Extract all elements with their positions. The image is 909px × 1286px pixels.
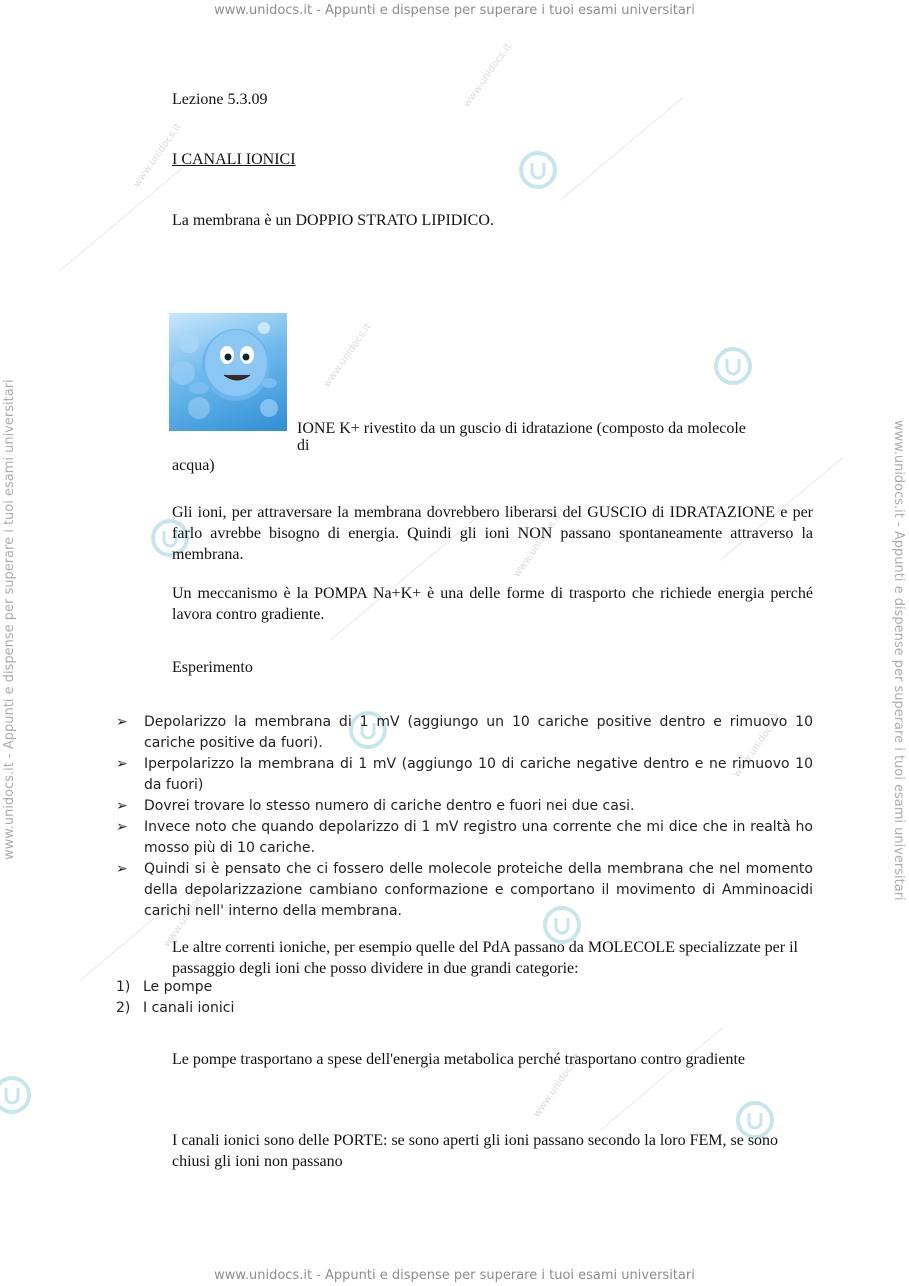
arrow-bullet-icon: ➢: [116, 714, 128, 730]
watermark-site: www.unidocs.it: [461, 41, 514, 110]
watermark-site: www.unidocs.it: [131, 121, 184, 190]
lesson-date: Lezione 5.3.09: [172, 91, 268, 108]
list-item-text: Dovrei trovare lo stesso numero di cariche dentro e fuori nei due casi.: [144, 798, 635, 814]
category-label: Le pompe: [143, 979, 213, 995]
watermark-site: www.unidocs.it: [511, 511, 564, 580]
paragraph-pump: Un meccanismo è la POMPA Na+K+ è una delle forme di trasporto che richiede energia perché lavora contro gradiente.: [172, 585, 813, 623]
category-item: [116, 998, 416, 1019]
list-item-text: Quindi si è pensato che ci fossero delle molecole proteiche della membrana che nel momento della depolarizzazione cambiano conformazione e comportano il movimento di Amminoacidi carichi nell' interno della membrana.: [144, 861, 813, 919]
watermark-side-left: www.unidocs.it - Appunti e dispense per superare i tuoi esami universitari: [2, 379, 17, 860]
paragraph-hydration: Gli ioni, per attraversare la membrana dovrebbero liberarsi del GUSCIO di IDRATAZIONE e per farlo avrebbe bisogno di energia. Quindi gli ioni NON passano spontaneamente attraverso la membrana.: [172, 504, 813, 563]
watermark-line: [600, 1027, 723, 1131]
list-item: [116, 754, 813, 796]
watermark-site: www.unidocs.it: [531, 1051, 584, 1120]
category-number: 1): [116, 979, 131, 995]
caption-line: di: [297, 437, 310, 454]
paragraph-currents: Le altre correnti ioniche, per esempio quelle del PdA passano da MOLECOLE specializzate per il passaggio degli ioni che posso dividere in due grandi categorie:: [172, 939, 798, 977]
watermark-site: www.unidocs.it: [161, 881, 214, 950]
experiment-title: Esperimento: [172, 659, 253, 676]
hydrated-ion-image-icon: [169, 313, 287, 431]
paragraph-pumps-energy: Le pompe trasportano a spese dell'energia metabolica perché trasportano contro gradiente: [172, 1051, 746, 1068]
ion-illustration: [169, 313, 287, 431]
unidocs-logo-icon: [518, 150, 558, 190]
category-number: 2): [116, 1000, 131, 1016]
intro-text: La membrana è un DOPPIO STRATO LIPIDICO.: [172, 212, 494, 229]
list-item: [116, 817, 813, 859]
watermark-line: [560, 97, 683, 201]
arrow-bullet-icon: ➢: [116, 819, 128, 835]
arrow-bullet-icon: ➢: [116, 861, 128, 877]
list-item-text: Depolarizzo la membrana di 1 mV (aggiungo un 10 cariche positive dentro e rimuovo 10 cariche positive da fuori).: [144, 714, 813, 751]
unidocs-logo-icon: [713, 346, 753, 386]
experiment-list: [116, 712, 813, 922]
list-item: [116, 712, 813, 754]
caption-line: IONE K+ rivestito da un guscio di idratazione (composto da molecole: [297, 420, 746, 437]
list-item-text: Iperpolarizzo la membrana di 1 mV (aggiungo 10 di cariche negative dentro e ne rimuovo 10 da fuori): [144, 756, 813, 793]
watermark-side-right: www.unidocs.it - Appunti e dispense per superare i tuoi esami universitari: [891, 420, 906, 901]
list-item-text: Invece noto che quando depolarizzo di 1 mV registro una corrente che mi dice che in realtà ho mosso più di 10 cariche.: [144, 819, 813, 856]
caption-continuation: acqua): [172, 457, 215, 474]
watermark-site: www.unidocs.it: [731, 711, 784, 780]
watermark-site: www.unidocs.it: [321, 321, 374, 390]
unidocs-logo-icon: [0, 1075, 32, 1115]
image-caption: [297, 418, 813, 456]
category-item: [116, 977, 416, 998]
arrow-bullet-icon: ➢: [116, 798, 128, 814]
list-item: [116, 796, 813, 817]
arrow-bullet-icon: ➢: [116, 756, 128, 772]
list-item: [116, 859, 813, 922]
page-title: I CANALI IONICI: [172, 151, 296, 168]
watermark-footer: www.unidocs.it - Appunti e dispense per superare i tuoi esami universitari: [214, 1268, 695, 1283]
category-label: I canali ionici: [143, 1000, 235, 1016]
watermark-header: www.unidocs.it - Appunti e dispense per superare i tuoi esami universitari: [214, 3, 695, 18]
paragraph-channels: I canali ionici sono delle PORTE: se sono aperti gli ioni passano secondo la loro FEM, se sono chiusi gli ioni non passano: [172, 1132, 779, 1170]
